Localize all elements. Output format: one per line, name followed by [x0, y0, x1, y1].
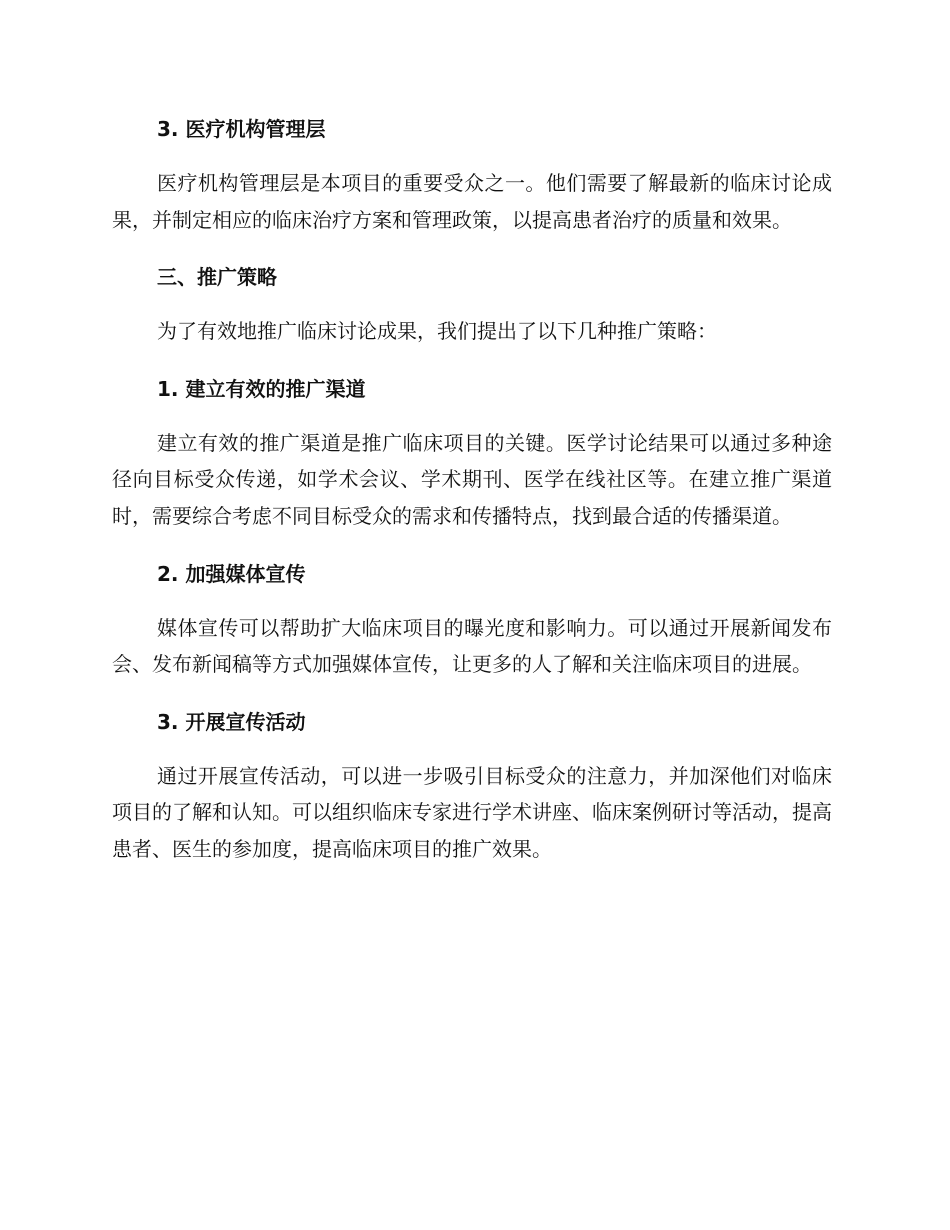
paragraph-channels: 建立有效的推广渠道是推广临床项目的关键。医学讨论结果可以通过多种途径向目标受众传递，如学术会议、学术期刊、医学在线社区等。在建立推广渠道时，需要综合考虑不同目标受众的需求和传播特点，找到最合适的传播渠道。	[112, 430, 832, 528]
section-heading-management: 3. 医疗机构管理层	[157, 117, 326, 141]
paragraph-management: 医疗机构管理层是本项目的重要受众之一。他们需要了解最新的临床讨论成果，并制定相应的临床治疗方案和管理政策，以提高患者治疗的质量和效果。	[112, 171, 832, 232]
section-heading-channels: 1. 建立有效的推广渠道	[157, 376, 366, 401]
document-body	[112, 110, 832, 868]
section-heading-media: 2. 加强媒体宣传	[157, 561, 306, 586]
section-heading-activities: 3. 开展宣传活动	[157, 709, 306, 734]
paragraph-activities: 通过开展宣传活动，可以进一步吸引目标受众的注意力，并加深他们对临床项目的了解和认知。可以组织临床专家进行学术讲座、临床案例研讨等活动，提高患者、医生的参加度，提高临床项目的推广效果。	[112, 763, 832, 861]
section-heading-promotion-strategy: 三、推广策略	[157, 265, 277, 290]
paragraph-promotion-intro: 为了有效地推广临床讨论成果，我们提出了以下几种推广策略：	[157, 319, 717, 344]
paragraph-media: 媒体宣传可以帮助扩大临床项目的曝光度和影响力。可以通过开展新闻发布会、发布新闻稿等方式加强媒体宣传，让更多的人了解和关注临床项目的进展。	[112, 615, 832, 677]
